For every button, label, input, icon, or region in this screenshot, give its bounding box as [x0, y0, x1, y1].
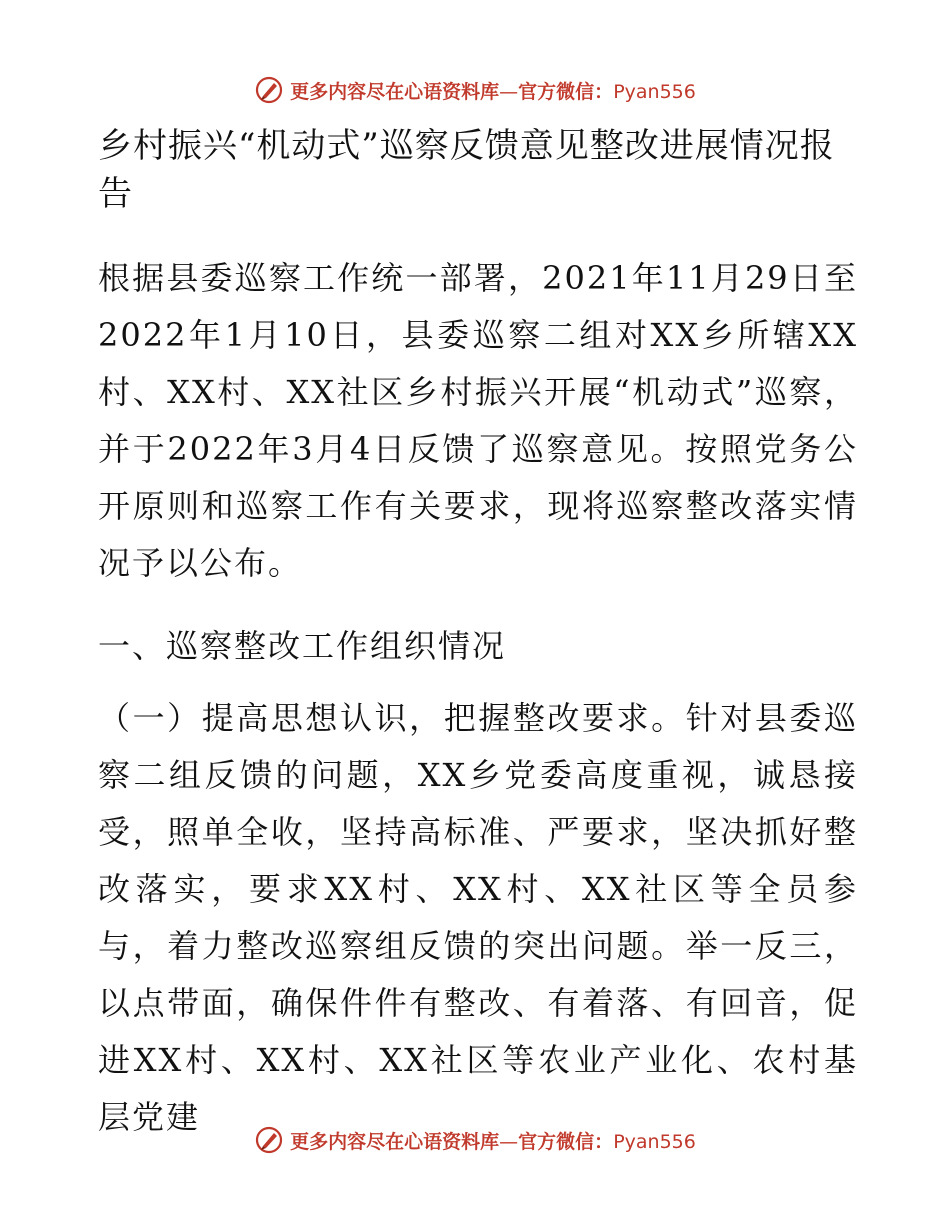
- section-heading-1: 一、巡察整改工作组织情况: [98, 627, 507, 665]
- watermark-wechat-id: Pyan556: [613, 1130, 696, 1153]
- pen-logo-icon: [254, 75, 284, 105]
- watermark-text: [290, 77, 696, 104]
- watermark-dash: —: [499, 80, 519, 103]
- body-paragraph-2: （一）提高思想认识，把握整改要求。针对县委巡察二组反馈的问题，XX乡党委高度重视，诚恳接受，照单全收，坚持高标准、严要求，坚决抓好整改落实，要求XX村、XX村、XX社区等全员参与，着力整改巡察组反馈的突出问题。举一反三，以点带面，确保件件有整改、有着落、有回音，促进XX村、XX村、XX社区等农业产业化、农村基层党建: [98, 699, 858, 1136]
- pen-logo-icon: [254, 1125, 284, 1155]
- watermark-wechat-label: 官方微信：: [518, 1130, 614, 1153]
- watermark-wechat-id: Pyan556: [613, 80, 696, 103]
- watermark-main-text: 更多内容尽在心语资料库: [290, 1130, 500, 1153]
- header-watermark-banner: [0, 70, 950, 110]
- document-title: 乡村振兴“机动式”巡察反馈意见整改进展情况报告: [98, 126, 835, 214]
- body-paragraph-1: 根据县委巡察工作统一部署，2021年11月29日至2022年1月10日，县委巡察二组对XX乡所辖XX村、XX村、XX社区乡村振兴开展“机动式”巡察，并于2022年3月4日反馈了巡察意见。按照党务公开原则和巡察工作有关要求，现将巡察整改落实情况予以公布。: [98, 259, 858, 582]
- watermark-text: [290, 1127, 696, 1154]
- watermark-dash: —: [499, 1130, 519, 1153]
- footer-watermark-banner: [0, 1120, 950, 1160]
- watermark-wechat-label: 官方微信：: [518, 80, 614, 103]
- watermark-main-text: 更多内容尽在心语资料库: [290, 80, 500, 103]
